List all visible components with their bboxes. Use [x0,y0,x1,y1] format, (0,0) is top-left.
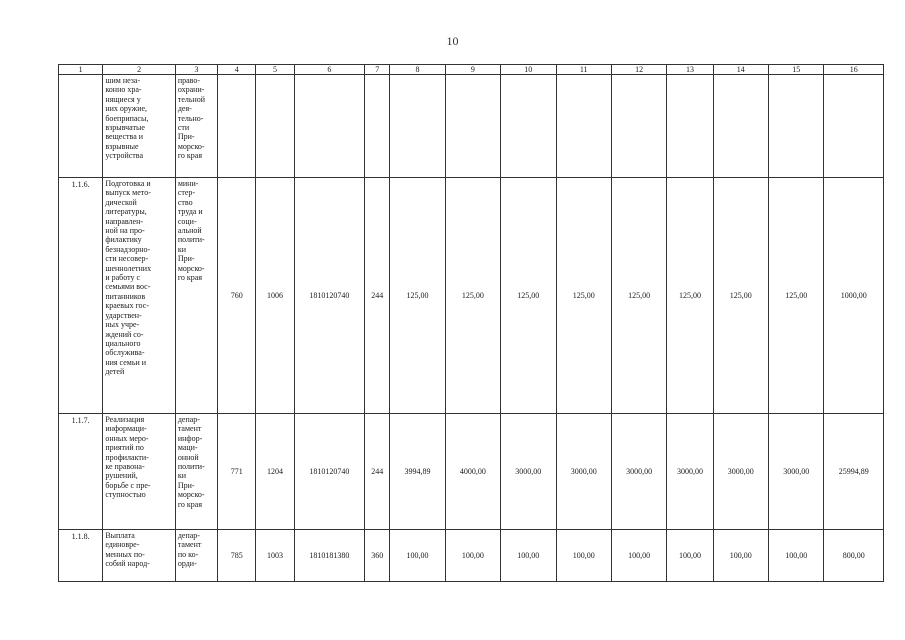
value-cell: 125,00 [667,178,713,414]
value-cell: 100,00 [667,530,713,582]
measure-name: Подготовка и выпуск мето- дической литературы, направлен- ной на про- филактику безнадзорно- сти несовер- шеннолетних и работу с семьями вос- питанников краевых гос- ударствен- ных учре- ждений со- циального обслужива- ния семьи и детей [103,178,176,414]
value-cell [390,75,445,178]
page-number: 10 [446,34,459,48]
row-code: 1.1.6. [59,178,103,414]
value-cell [769,75,824,178]
column-header: 9 [445,65,500,75]
value-cell: 1810120740 [294,414,365,530]
value-cell: 785 [218,530,256,582]
value-cell: 100,00 [769,530,824,582]
table-row [59,414,884,530]
value-cell: 771 [218,414,256,530]
table-row [59,178,884,414]
value-cell: 3000,00 [713,414,768,530]
column-header: 13 [667,65,713,75]
row-code [59,75,103,178]
column-header: 12 [611,65,666,75]
value-cell: 1000,00 [824,178,884,414]
measure-name: Выплата единовре- менных по- собий народ- [103,530,176,582]
executor: депар- тамент инфор- маци- онной полити- ки При- морско- го края [175,414,217,530]
value-cell: 244 [365,414,390,530]
value-cell: 125,00 [611,178,666,414]
value-cell: 3000,00 [769,414,824,530]
value-cell [501,75,556,178]
measure-name: шим неза- конно хра- нящиеся у них оружие, боеприпасы, взрывчатые вещества и взрывные устройства [103,75,176,178]
budget-table [58,64,884,582]
value-cell: 3000,00 [611,414,666,530]
value-cell: 3000,00 [501,414,556,530]
executor: мини- стер- ство труда и соци- альной полити- ки При- морско- го края [175,178,217,414]
value-cell: 244 [365,178,390,414]
value-cell: 100,00 [556,530,611,582]
column-header: 11 [556,65,611,75]
column-header: 14 [713,65,768,75]
table-row [59,75,884,178]
column-header: 1 [59,65,103,75]
value-cell: 3000,00 [667,414,713,530]
executor: право- охрани- тельной дея- тельно- сти При- морско- го края [175,75,217,178]
value-cell: 3994,89 [390,414,445,530]
value-cell: 100,00 [390,530,445,582]
value-cell: 100,00 [611,530,666,582]
column-header: 4 [218,65,256,75]
executor: депар- тамент по ко- орди- [175,530,217,582]
value-cell: 760 [218,178,256,414]
value-cell [713,75,768,178]
value-cell: 125,00 [713,178,768,414]
column-header: 10 [501,65,556,75]
column-header: 3 [175,65,217,75]
column-header: 7 [365,65,390,75]
column-header: 8 [390,65,445,75]
value-cell: 25994,89 [824,414,884,530]
value-cell: 100,00 [501,530,556,582]
header-row [59,65,884,75]
value-cell [824,75,884,178]
value-cell: 1810120740 [294,178,365,414]
value-cell: 100,00 [713,530,768,582]
value-cell: 1003 [256,530,294,582]
value-cell: 125,00 [445,178,500,414]
value-cell: 3000,00 [556,414,611,530]
value-cell: 125,00 [501,178,556,414]
row-code: 1.1.8. [59,530,103,582]
value-cell [218,75,256,178]
value-cell [445,75,500,178]
value-cell: 360 [365,530,390,582]
value-cell: 1006 [256,178,294,414]
row-code: 1.1.7. [59,414,103,530]
value-cell [294,75,365,178]
value-cell: 800,00 [824,530,884,582]
value-cell: 125,00 [556,178,611,414]
value-cell: 125,00 [769,178,824,414]
value-cell [256,75,294,178]
column-header: 15 [769,65,824,75]
value-cell: 4000,00 [445,414,500,530]
value-cell: 100,00 [445,530,500,582]
value-cell: 1810181380 [294,530,365,582]
column-header: 2 [103,65,176,75]
value-cell [611,75,666,178]
column-header: 5 [256,65,294,75]
value-cell: 1204 [256,414,294,530]
value-cell: 125,00 [390,178,445,414]
table-row [59,530,884,582]
value-cell [667,75,713,178]
value-cell [556,75,611,178]
column-header: 16 [824,65,884,75]
value-cell [365,75,390,178]
measure-name: Реализация информаци- онных меро- приятий по профилакти- ке правона- рушений, борьбе с пре- ступностью [103,414,176,530]
column-header: 6 [294,65,365,75]
